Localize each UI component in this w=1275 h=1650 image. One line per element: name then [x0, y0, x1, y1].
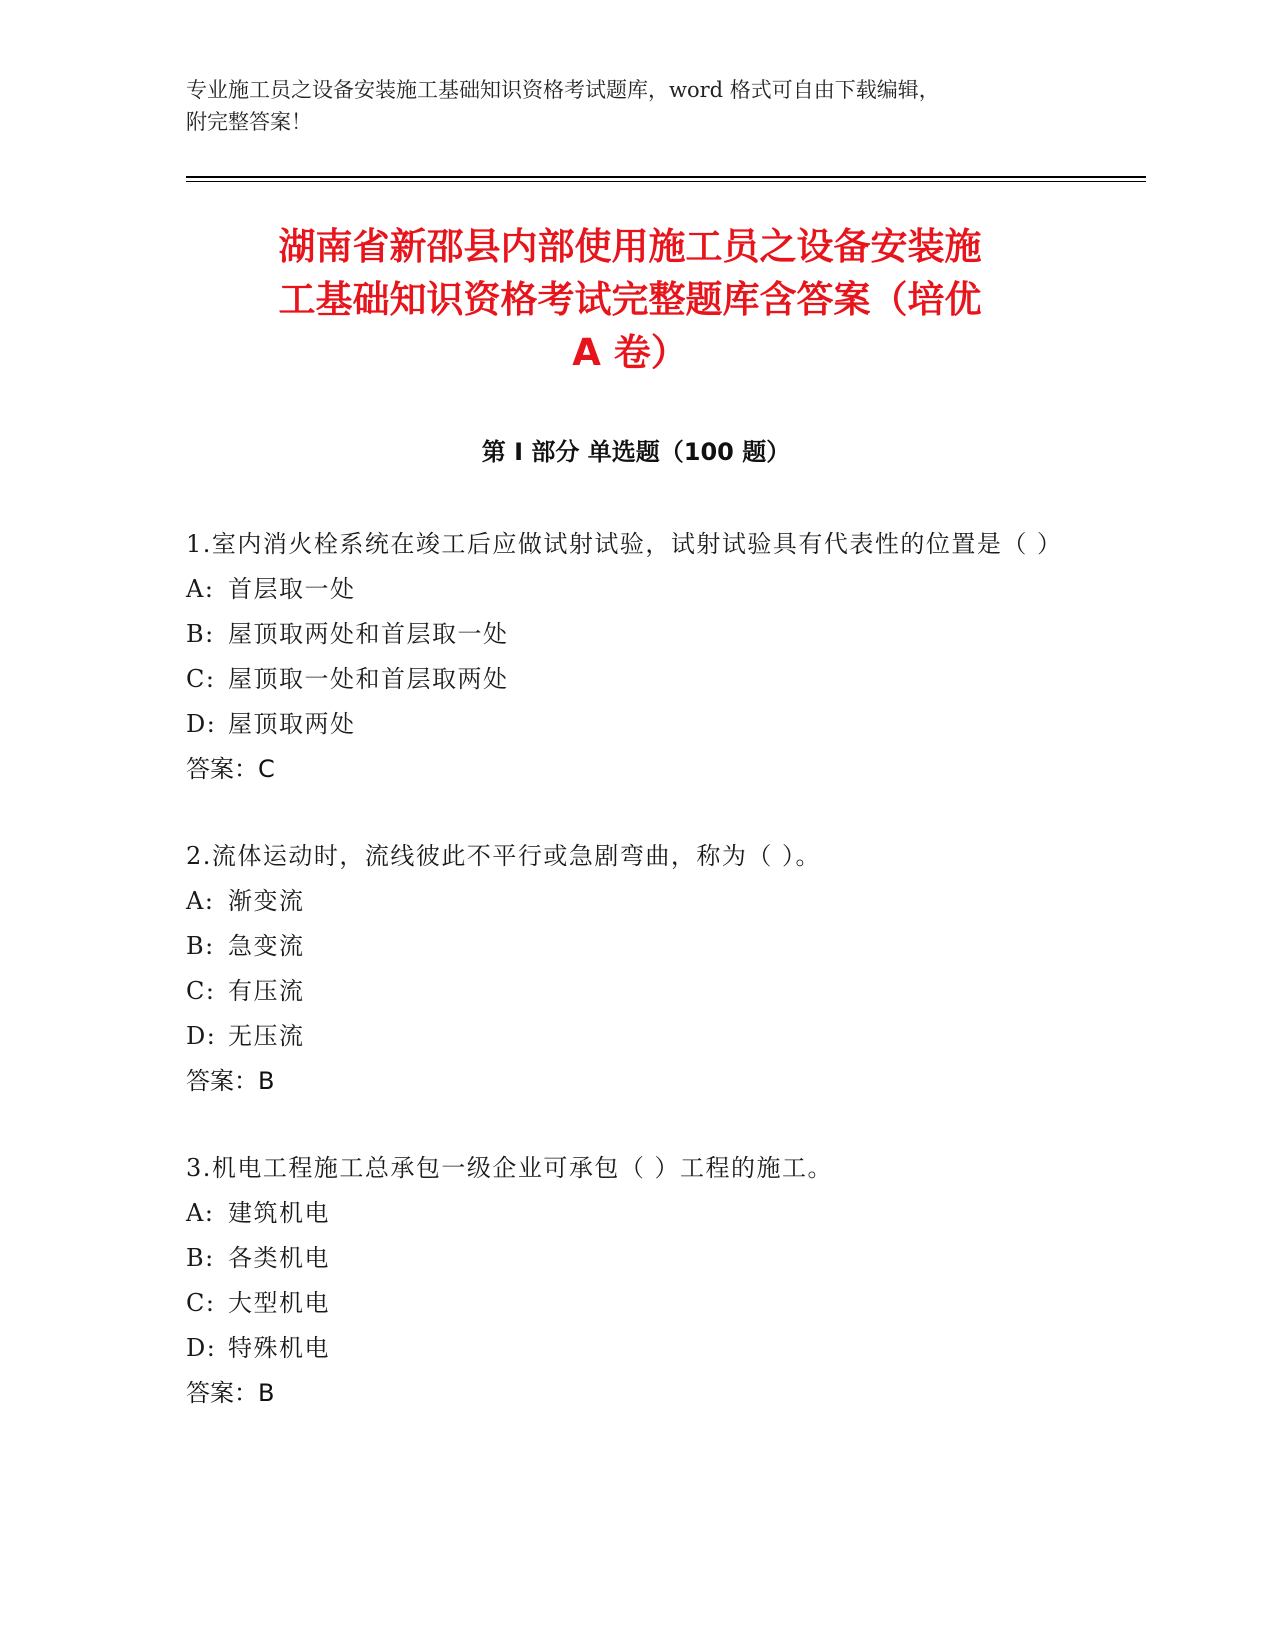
option-a: [186, 1191, 1086, 1236]
header-note: [186, 74, 1066, 138]
question-stem: 3.机电工程施工总承包一级企业可承包（ ）工程的施工。: [186, 1154, 834, 1182]
option-key: C:: [186, 977, 216, 1005]
option-text: 急变流: [228, 932, 305, 960]
answer-line: 答案：B: [186, 1067, 275, 1095]
question-stem: 1.室内消火栓系统在竣工后应做试射试验，试射试验具有代表性的位置是（ ）: [186, 530, 1063, 558]
option-text: 特殊机电: [228, 1334, 330, 1362]
question-item: [186, 522, 1086, 792]
option-text: 大型机电: [228, 1289, 330, 1317]
option-key: B:: [186, 932, 215, 960]
option-text: 各类机电: [228, 1244, 330, 1272]
option-text: 无压流: [228, 1022, 305, 1050]
document-title-line-2: 工基础知识资格考试完整题库含答案（培优: [278, 278, 982, 321]
option-key: A:: [186, 887, 215, 915]
option-b: [186, 1236, 1086, 1281]
option-key: A:: [186, 1199, 215, 1227]
option-b: [186, 924, 1086, 969]
question-item: [186, 1146, 1086, 1416]
question-item: [186, 834, 1086, 1104]
option-c: [186, 657, 1086, 702]
header-note-line-1: 专业施工员之设备安装施工基础知识资格考试题库，word 格式可自由下载编辑，: [186, 78, 940, 102]
option-key: A:: [186, 575, 215, 603]
option-text: 屋顶取两处: [228, 710, 356, 738]
section-title: 第 I 部分 单选题（100 题）: [481, 438, 791, 466]
option-key: D:: [186, 1334, 217, 1362]
document-title: [180, 220, 1080, 379]
question-list: [186, 522, 1086, 1458]
option-text: 渐变流: [228, 887, 305, 915]
option-key: B:: [186, 620, 215, 648]
option-a: [186, 879, 1086, 924]
option-d: [186, 702, 1086, 747]
option-d: [186, 1326, 1086, 1371]
option-c: [186, 1281, 1086, 1326]
option-text: 屋顶取两处和首层取一处: [228, 620, 509, 648]
option-text: 屋顶取一处和首层取两处: [228, 665, 509, 693]
option-a: [186, 567, 1086, 612]
option-c: [186, 969, 1086, 1014]
option-key: B:: [186, 1244, 215, 1272]
option-text: 首层取一处: [228, 575, 356, 603]
answer-line: 答案：C: [186, 755, 275, 783]
document-title-line-3: A 卷）: [572, 331, 688, 374]
answer-line: 答案：B: [186, 1379, 275, 1407]
option-text: 有压流: [228, 977, 305, 1005]
option-key: C:: [186, 665, 216, 693]
option-b: [186, 612, 1086, 657]
header-divider-thin: [186, 181, 1146, 182]
option-key: D:: [186, 710, 217, 738]
header-divider-thick: [186, 176, 1146, 178]
option-key: D:: [186, 1022, 217, 1050]
option-key: C:: [186, 1289, 216, 1317]
document-title-line-1: 湖南省新邵县内部使用施工员之设备安装施: [278, 225, 982, 268]
option-text: 建筑机电: [228, 1199, 330, 1227]
question-stem: 2.流体运动时，流线彼此不平行或急剧弯曲，称为（ ）。: [186, 842, 822, 870]
option-d: [186, 1014, 1086, 1059]
header-note-line-2: 附完整答案！: [186, 110, 312, 134]
